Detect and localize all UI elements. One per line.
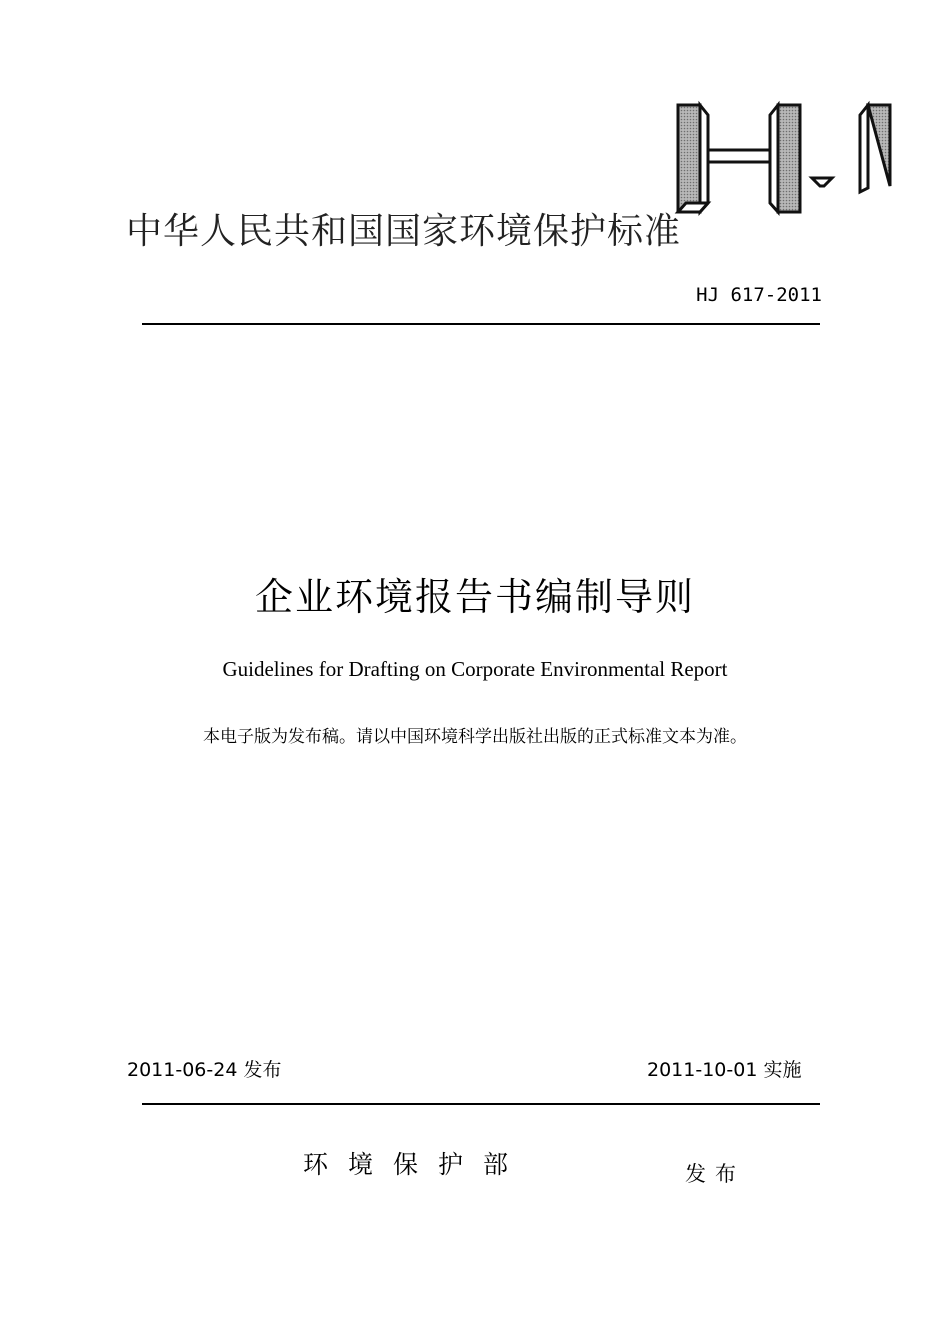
document-title-chinese: 企业环境报告书编制导则	[254, 575, 695, 619]
implementation-date: 2011-10-01 实施	[647, 1059, 802, 1081]
bottom-divider	[142, 1103, 820, 1105]
top-divider	[142, 323, 820, 325]
publisher-name: 环境保护部	[303, 1150, 529, 1179]
hj-logo-icon	[674, 100, 896, 220]
publish-label: 发布	[685, 1162, 745, 1186]
release-date: 2011-06-24 发布	[127, 1059, 282, 1081]
document-title-english: Guidelines for Drafting on Corporate Environmental Report	[222, 657, 728, 681]
standard-number: HJ 617-2011	[696, 284, 822, 306]
national-standard-title: 中华人民共和国国家环境保护标准	[126, 211, 682, 252]
edition-notice: 本电子版为发布稿。请以中国环境科学出版社出版的正式标准文本为准。	[203, 727, 747, 747]
